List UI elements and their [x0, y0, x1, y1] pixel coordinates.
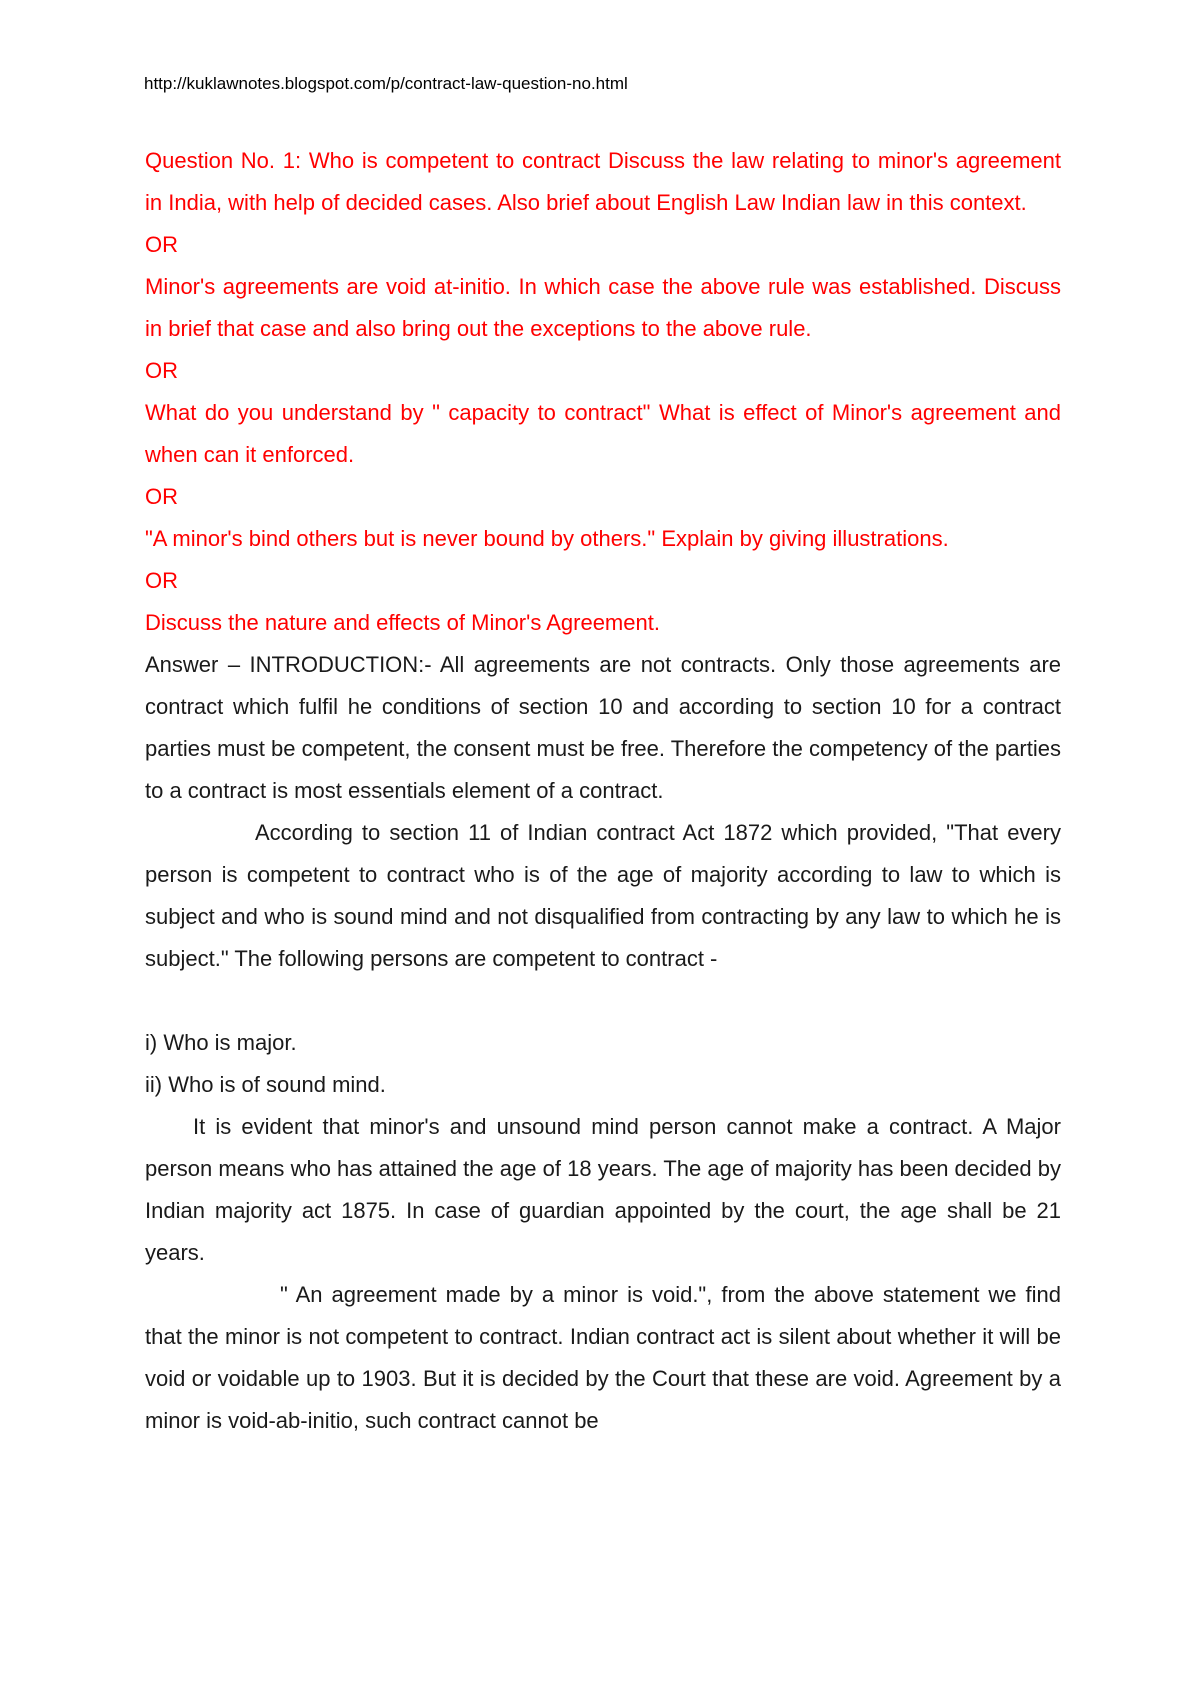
question-5: Discuss the nature and effects of Minor's Agreement.	[145, 610, 660, 635]
or-separator: OR	[145, 358, 178, 383]
list-item-major: i) Who is major.	[145, 1030, 297, 1055]
void-agreement-paragraph: " An agreement made by a minor is void.", from the above statement we find that the minor is not competent to contract. Indian contract act is silent about whether it will be void or voidable up to 1903. But it is decided by the Court that these are void. Agreement by a minor is void-ab-initio, such contract cannot be	[145, 1282, 1061, 1433]
source-url: http://kuklawnotes.blogspot.com/p/contract-law-question-no.html	[144, 74, 628, 93]
section-11-paragraph: According to section 11 of Indian contract Act 1872 which provided, "That every person is competent to contract who is of the age of majority according to law to which is subject and who is sound mind and not disqualified from contracting by any law to which he is subject." The following persons are competent to contract -	[145, 820, 1061, 971]
evident-paragraph: It is evident that minor's and unsound mind person cannot make a contract. A Major person means who has attained the age of 18 years. The age of majority has been decided by Indian majority act 1875. In case of guardian appointed by the court, the age shall be 21 years.	[145, 1114, 1061, 1265]
or-separator: OR	[145, 232, 178, 257]
answer-introduction: Answer – INTRODUCTION:- All agreements are not contracts. Only those agreements are contract which fulfil he conditions of section 10 and according to section 10 for a contract parties must be competent, the consent must be free. Therefore the competency of the parties to a contract is most essentials element of a contract.	[145, 652, 1061, 803]
question-3: What do you understand by " capacity to contract" What is effect of Minor's agreement and when can it enforced.	[145, 400, 1061, 467]
blank-line	[145, 980, 1061, 1022]
question-1: Question No. 1: Who is competent to contract Discuss the law relating to minor's agreement in India, with help of decided cases. Also brief about English Law Indian law in this context.	[145, 148, 1061, 215]
list-item-sound-mind: ii) Who is of sound mind.	[145, 1072, 386, 1097]
document-body	[145, 140, 1061, 1442]
question-4: "A minor's bind others but is never bound by others." Explain by giving illustrations.	[145, 526, 949, 551]
or-separator: OR	[145, 568, 178, 593]
question-2: Minor's agreements are void at-initio. In which case the above rule was established. Discuss in brief that case and also bring out the exceptions to the above rule.	[145, 274, 1061, 341]
or-separator: OR	[145, 484, 178, 509]
